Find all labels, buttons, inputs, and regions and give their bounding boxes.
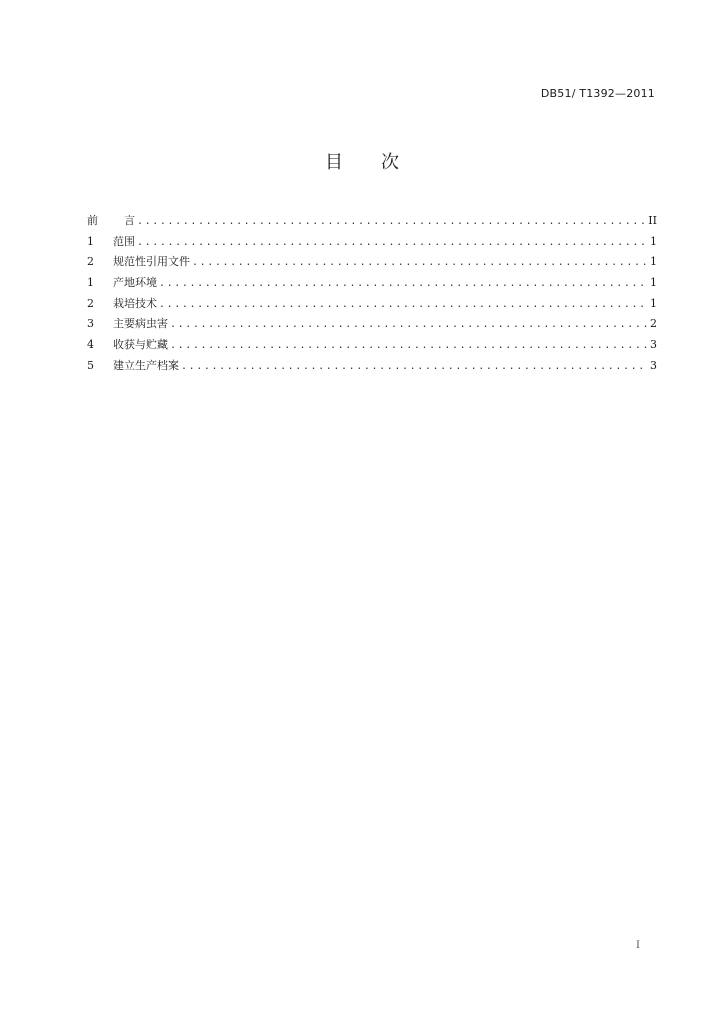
- toc-leader-dots: [137, 212, 646, 233]
- toc-entry-label: 收获与贮藏: [113, 338, 168, 352]
- title-char-1: 目: [325, 152, 343, 173]
- toc-entry-cultivation-technique[interactable]: [87, 294, 657, 315]
- toc-entry-number: 前: [87, 214, 98, 227]
- toc-entry-label: 建立生产档案: [113, 358, 179, 372]
- toc-entry-number: 2: [87, 296, 94, 310]
- toc-entry-page: 3: [650, 358, 657, 372]
- toc-entry-scope[interactable]: [87, 232, 657, 253]
- toc-entry-production-environment[interactable]: [87, 273, 657, 294]
- toc-entry-label: 范围: [113, 234, 135, 248]
- toc-entry-number: 1: [87, 234, 94, 248]
- toc-leader-dots: [159, 295, 647, 316]
- toc-entry-page: II: [648, 214, 657, 227]
- toc-entry-page: 1: [650, 276, 657, 290]
- toc-leader-dots: [170, 315, 647, 336]
- toc-entry-label: 规范性引用文件: [113, 255, 190, 269]
- toc-entry-label: 言: [124, 214, 135, 227]
- toc-entry-production-records[interactable]: [87, 356, 657, 377]
- page-number: I: [636, 940, 640, 951]
- toc-entry-number: 2: [87, 255, 94, 269]
- title-char-2: 次: [381, 152, 399, 173]
- page-title: [0, 148, 724, 174]
- toc-leader-dots: [159, 274, 647, 295]
- toc-leader-dots: [170, 336, 647, 357]
- toc-entry-page: 1: [650, 296, 657, 310]
- toc-entry-foreword[interactable]: [87, 211, 657, 232]
- toc-entry-normative-references[interactable]: [87, 252, 657, 273]
- toc-entry-label: 产地环境: [113, 276, 157, 290]
- toc-entry-number: 4: [87, 338, 94, 352]
- toc-entry-label: 主要病虫害: [113, 317, 168, 331]
- toc-entry-harvest-storage[interactable]: [87, 335, 657, 356]
- standard-code: DB51/ T1392—2011: [540, 87, 655, 100]
- toc-leader-dots: [181, 357, 647, 378]
- toc-entry-number: 3: [87, 317, 94, 331]
- toc-entry-page: 3: [650, 338, 657, 352]
- toc-entry-page: 1: [650, 255, 657, 269]
- toc-leader-dots: [192, 253, 647, 274]
- toc-entry-page: 2: [650, 317, 657, 331]
- toc-leader-dots: [137, 233, 647, 254]
- toc-entry-label: 栽培技术: [113, 296, 157, 310]
- table-of-contents: [87, 211, 657, 377]
- toc-entry-number: 1: [87, 276, 94, 290]
- toc-entry-page: 1: [650, 234, 657, 248]
- toc-entry-pests-diseases[interactable]: [87, 314, 657, 335]
- toc-entry-number: 5: [87, 358, 94, 372]
